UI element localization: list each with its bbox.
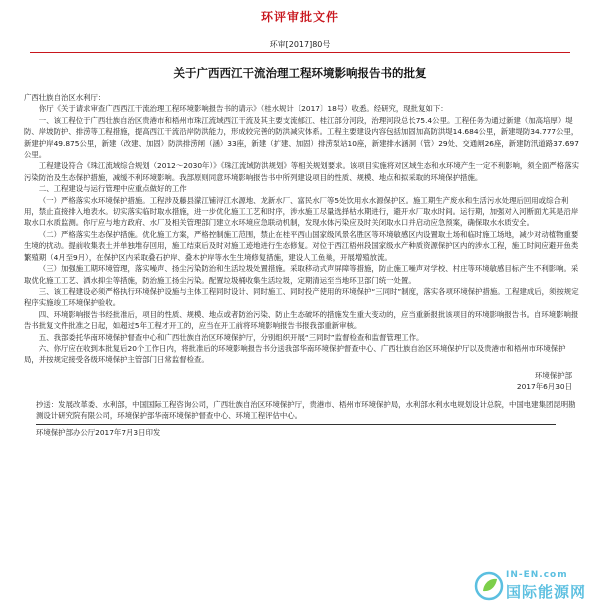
paragraph-item-5: 五、我部委托华南环境保护督查中心和广西壮族自治区环境保护厅，分别组织开展“三同时”监督检查和监督管理工作。 — [38, 332, 424, 342]
paragraph-item-6: 六、你厅应在收到本批复后20个工作日内，将批准后的环境影响报告书分送我部华南环境保护督查中心、广西壮族自治区环境保护厅以及贵港市和梧州市环境保护局，并按规定接受各级环境保护主管部门日常监督检查。 — [24, 343, 566, 365]
footer-divider — [36, 424, 556, 425]
paragraph-item-1b: 工程建设符合《珠江流域综合规划（2012～2030年）》《珠江流域防洪规划》等相关规划要求。该项目实施将对区域生态和水环境产生一定不利影响，须全面严格落实污染防治及生态保护措施，减缓不利环境影响。我部原则同意环境影响报告书中所列建设项目的性质、规模、地点和拟采取的环境保护措施。 — [24, 161, 579, 182]
document-title: 关于广西西江干流治理工程环境影响报告书的批复 — [173, 66, 427, 80]
issued-line: 环境保护部办公厅2017年7月3日印发 — [36, 428, 161, 438]
header-divider — [30, 52, 570, 53]
paragraph-item-1: 一、该工程位于广西壮族自治区贵港市和梧州市珠江流域西江干流及其主要支流郁江、桂江部分河段，治理河段总长75.4公里。工程任务为通过新建（加高培厚）堤防、岸坡防护、排涝等工程措施，提高西江干流沿岸防洪能力，形成较完善的防洪减灾体系。工程主要建设内容包括加固加高防洪堤14.684公里，新建堤防34.777公里，新建护岸49.875公里，新建（改建、加固）防洪排涝闸（涵）33座，新建（扩建、加固）排涝泵站10座，新建排水涵洞（管）29处、交通闸26座，新建防汛道路37.697公里。 — [24, 115, 579, 160]
signature-date: 2017年6月30日 — [516, 382, 572, 392]
paragraph-item-2-3: （三）加强施工期环境管理，落实噪声、扬尘污染防治和生活垃圾处置措施。采取移动式声屏障等措施，防止施工噪声对学校、村庄等环境敏感目标产生不利影响。采取优化施工工艺、洒水抑尘等措施，防治施工扬尘污染。配置垃圾桶收集生活垃圾，定期清运至当地环卫部门统一处置。 — [24, 264, 579, 285]
document-number: 环审[2017]80号 — [269, 40, 331, 49]
watermark-name: 国际能源网 — [506, 583, 587, 601]
document-body — [24, 92, 580, 439]
paragraph-item-2-1: （一）严格落实水环境保护措施。工程涉及藤县濛江铺浔江水源地、龙新水厂、富民水厂等5处饮用水水源保护区。施工期生产废水和生活污水处理后回用或综合利用，禁止直接排入地表水。切实落实临时取水措施，进一步优化施工工艺和时序，涉水施工尽量选择枯水期进行，避开水厂取水时间。运行期，加强对入河断面尤其是沿岸取水口水质监测。你厅应与地方政府、水厂及相关管理部门建立水环境应急联动机制，发现水体污染应及时关闭取水口并启动应急预案，确保取水水质安全。 — [24, 195, 579, 228]
paragraph-item-2-heading: 二、工程建设与运行管理中应重点做好的工作 — [38, 184, 187, 194]
signature-org: 环境保护部 — [535, 370, 572, 380]
leaf-logo-icon — [474, 571, 504, 601]
watermark-domain: IN-EN.com — [506, 570, 568, 580]
paragraph-item-2-2: （二）严格落实生态保护措施。优化施工方案，严格控制施工范围，禁止在桂平西山国家级风景名胜区等环境敏感区内设置取土场和临时施工场地，减少对动植物重要生境的扰动。提前收集表土并单独堆存回用，施工结束后及时对施工迹地进行生态修复。对位于西江梧州段国家级水产种质资源保护区内的涉水工程，施工时间应避开鱼类繁殖期（4月至9月），在保护区内采取叠石护岸、叠木护岸等水生生境修复措施，建设人工鱼巢，开展增殖放流。 — [24, 229, 579, 262]
paragraph-item-3: 三、该工程建设必须严格执行环境保护设施与主体工程同时设计、同时施工、同时投产使用的环境保护“三同时”制度，落实各项环境保护措施。工程建成后，须按规定程序实施竣工环境保护验收。 — [24, 286, 579, 308]
site-watermark — [474, 569, 594, 603]
paragraph-item-4: 四、环境影响报告书经批准后，项目的性质、规模、地点或者防治污染、防止生态破坏的措施发生重大变动的，应当重新报批该项目的环境影响报告书。自环境影响报告书批复文件批准之日起，如超过5年工程才开工的，应当在开工前将环境影响报告书报我部重新审核。 — [24, 309, 579, 331]
intro-paragraph: 你厅《关于请求审查广西西江干流治理工程环境影响报告书的请示》（桂水规计〔2017〕18号）收悉。经研究，现批复如下： — [38, 104, 448, 114]
salutation: 广西壮族自治区水利厅： — [24, 93, 106, 102]
document-type-heading: 环评审批文件 — [260, 10, 339, 24]
cc-list: 抄送：发展改革委、水利部，中国国际工程咨询公司，广西壮族自治区环境保护厅，贵港市、梧州市环境保护局，水利部水利水电规划设计总院，中国电建集团昆明勘测设计研究院有限公司，环境保护部华南环境保护督查中心、环境工程评估中心。 — [36, 399, 576, 420]
